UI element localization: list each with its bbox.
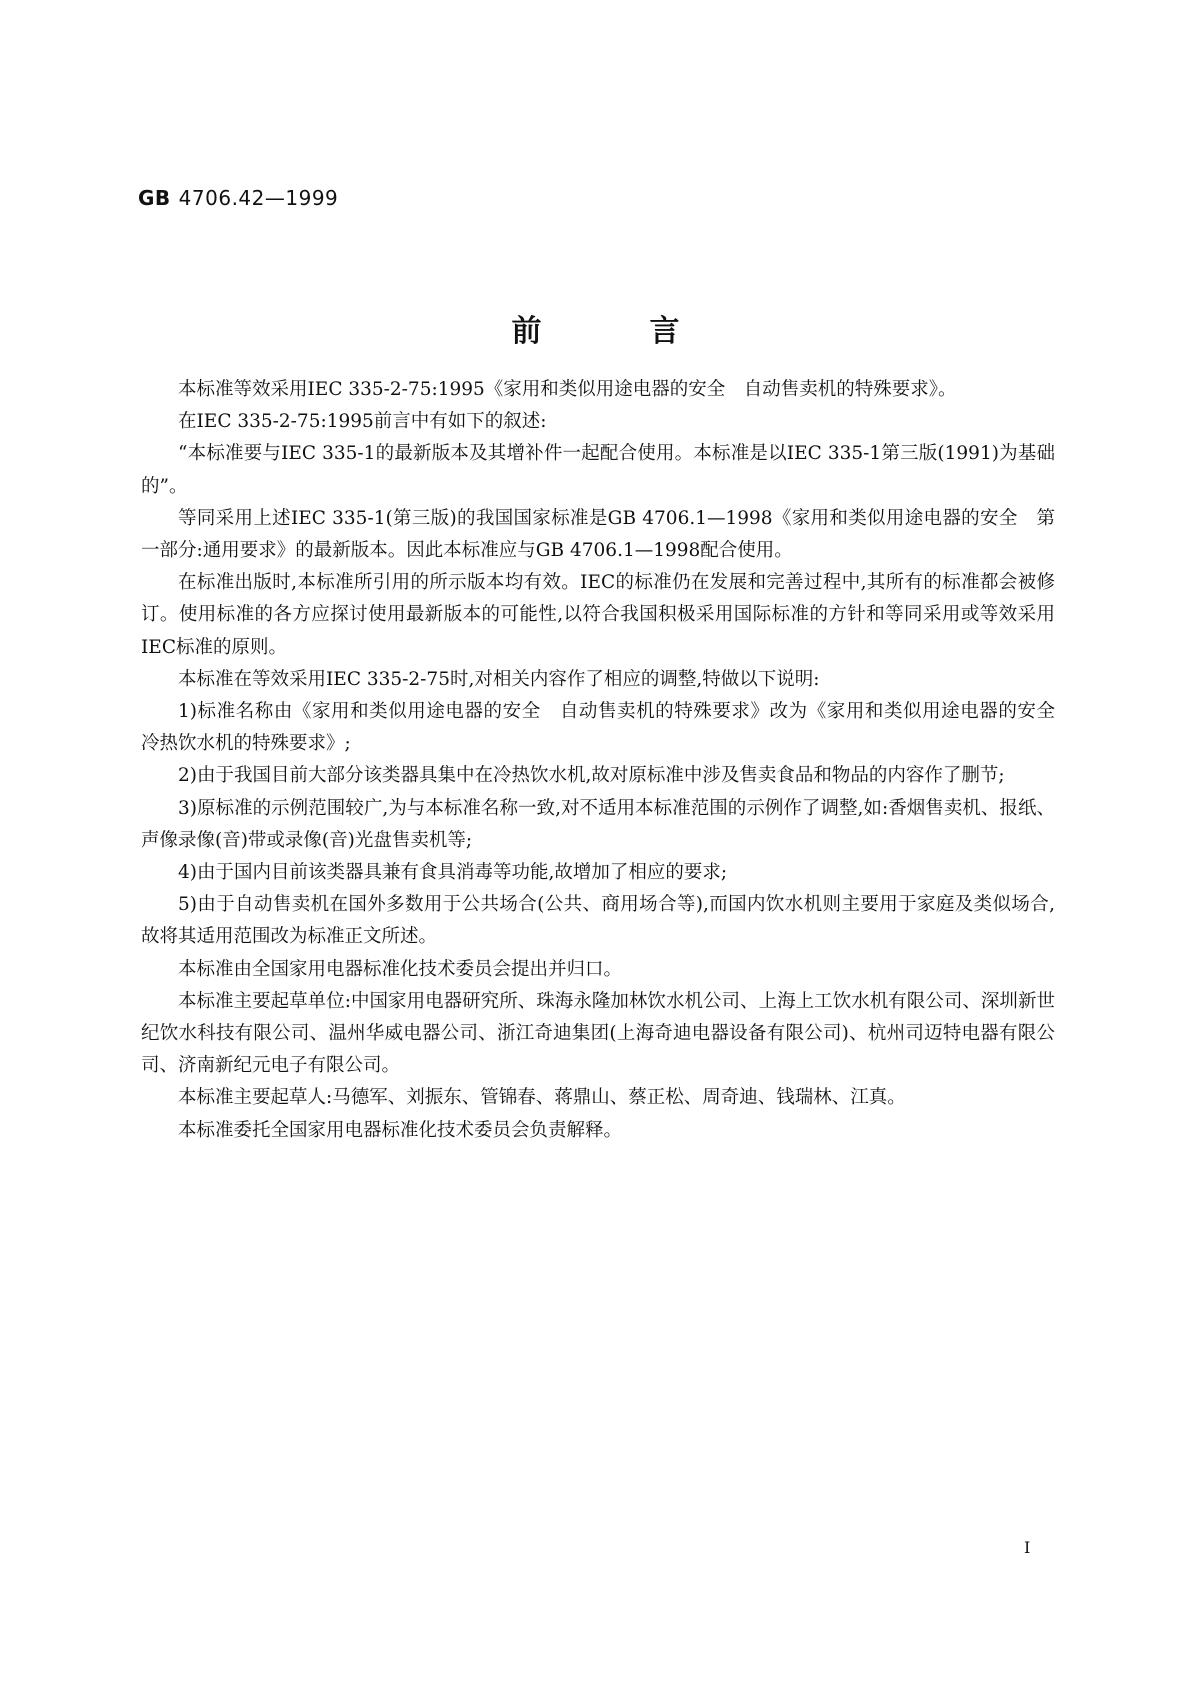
paragraph: 本标准等效采用IEC 335-2-75:1995《家用和类似用途电器的安全 自动售卖机的特殊要求》。 [178,379,957,400]
list-item: 1)标准名称由《家用和类似用途电器的安全 自动售卖机的特殊要求》改为《家用和类似用途电器的安全 冷热饮水机的特殊要求》; [141,701,1074,755]
paragraph: 本标准在等效采用IEC 335-2-75时,对相关内容作了相应的调整,特做以下说明: [178,668,820,690]
standard-code: 4706.42—1999 [178,186,339,210]
paragraph: “本标准要与IEC 335-1的最新版本及其增补件一起配合使用。本标准是以IEC 335-1第三版(1991)为基础的”。 [141,443,1055,497]
standard-prefix: GB [138,186,171,210]
page-number: I [1024,1538,1031,1557]
list-item: 2)由于我国目前大部分该类器具集中在冷热饮水机,故对原标准中涉及售卖食品和物品的内容作了删节; [178,765,1005,787]
list-item: 5)由于自动售卖机在国外多数用于公共场合(公共、商用场合等),而国内饮水机则主要用于家庭及类似场合,故将其适用范围改为标准正文所述。 [141,894,1055,948]
standard-number [138,186,338,210]
paragraph: 等同采用上述IEC 335-1(第三版)的我国国家标准是GB 4706.1—1998《家用和类似用途电器的安全 第一部分:通用要求》的最新版本。因此本标准应与GB 4706.1—1998配合使用。 [141,507,1055,562]
paragraph: 在IEC 335-2-75:1995前言中有如下的叙述: [178,411,547,433]
list-item: 3)原标准的示例范围较广,为与本标准名称一致,对不适用本标准范围的示例作了调整,如:香烟售卖机、报纸、声像录像(音)带或录像(音)光盘售卖机等; [141,797,1055,851]
paragraph: 本标准主要起草单位:中国家用电器研究所、珠海永隆加林饮水机公司、上海上工饮水机有限公司、深圳新世纪饮水科技有限公司、温州华威电器公司、浙江奇迪集团(上海奇迪电器设备有限公司)、杭州司迈特电器有限公司、济南新纪元电子有限公司。 [141,990,1055,1077]
foreword-body [141,374,1074,1147]
list-item: 4)由于国内目前该类器具兼有食具消毒等功能,故增加了相应的要求; [178,862,728,884]
paragraph: 本标准由全国家用电器标准化技术委员会提出并归口。 [178,958,623,980]
paragraph: 本标准委托全国家用电器标准化技术委员会负责解释。 [178,1119,623,1141]
paragraph: 本标准主要起草人:马德军、刘振东、管锦春、蒋鼎山、蔡正松、周奇迪、钱瑞林、江真。 [178,1087,906,1109]
paragraph: 在标准出版时,本标准所引用的所示版本均有效。IEC的标准仍在发展和完善过程中,其所有的标准都会被修订。使用标准的各方应探讨使用最新版本的可能性,以符合我国积极采用国际标准的方针和等同采用或等效采用IEC标准的原则。 [141,572,1055,658]
page-title: 前言 [511,314,788,349]
